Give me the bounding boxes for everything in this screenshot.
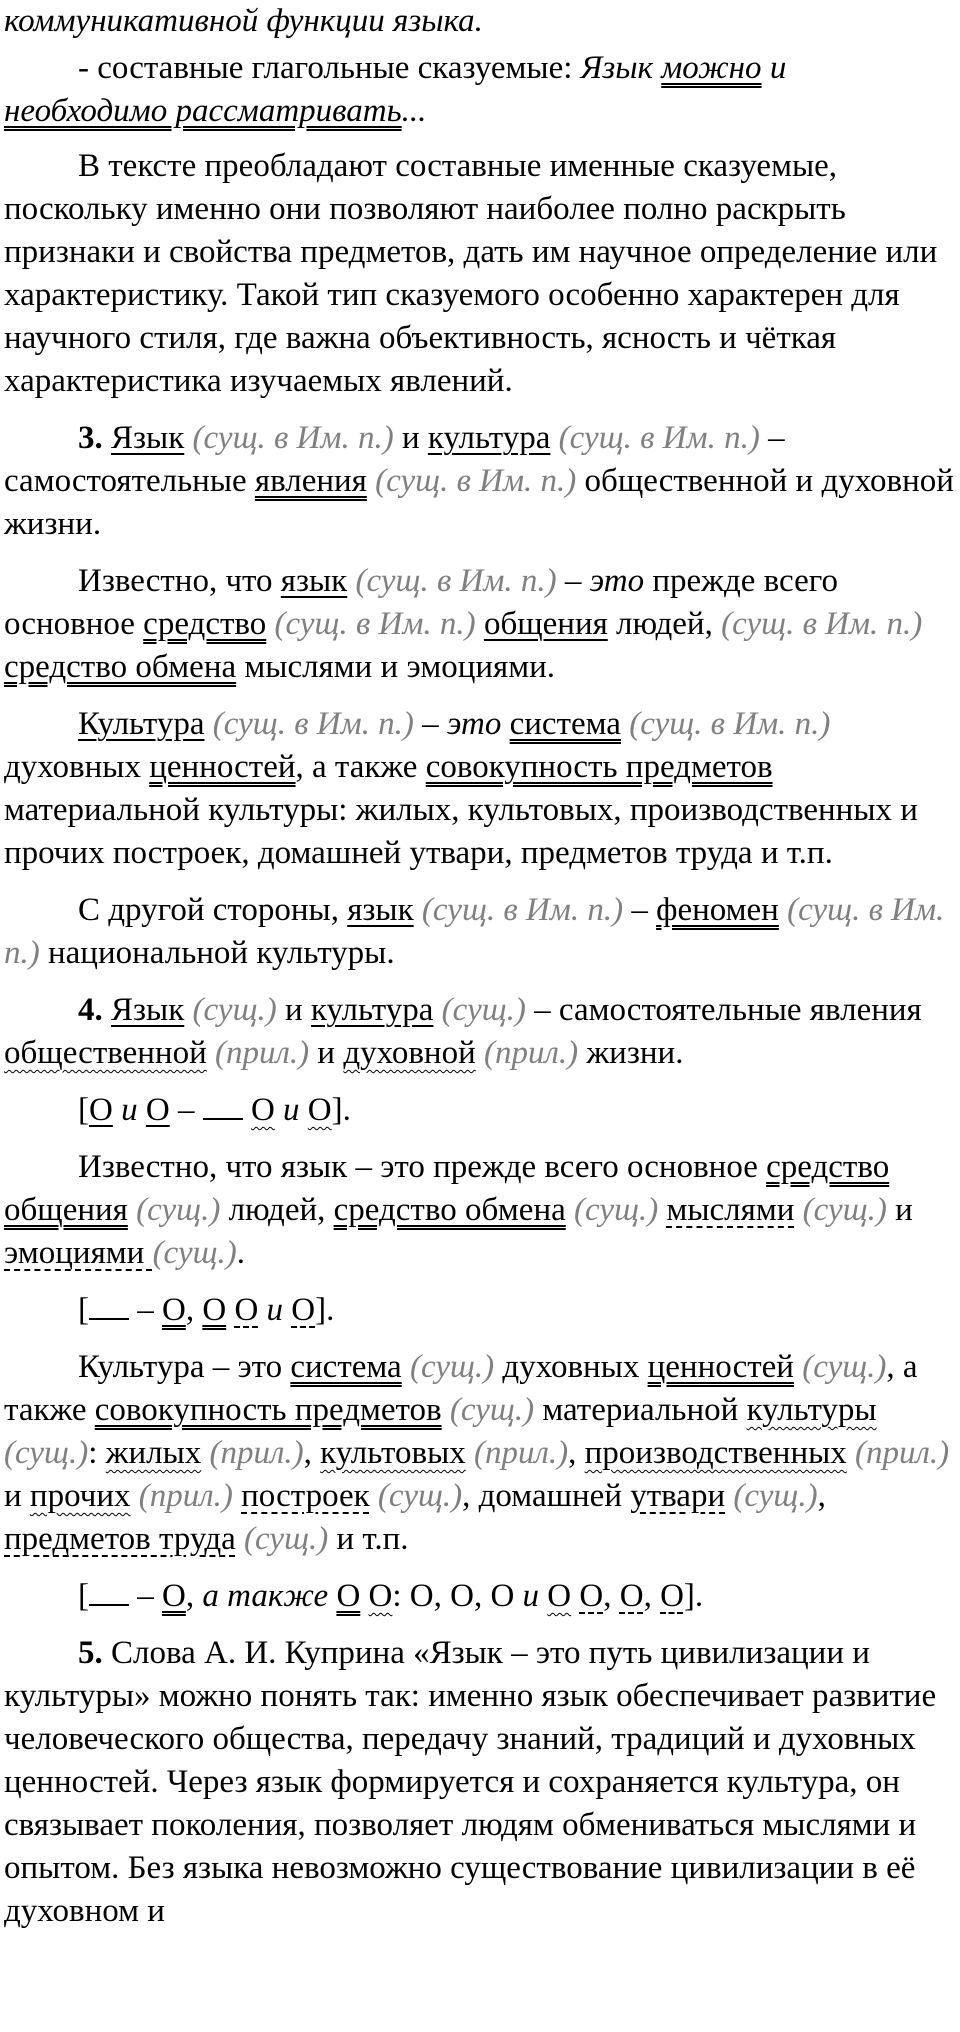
scheme-symbol: О [291,1292,316,1328]
attribute-word: культуры [746,1392,877,1428]
object-word: построек [241,1478,370,1514]
text-fragment: : О, О, О [392,1578,523,1614]
task-4-sentence-1 [4,989,956,1075]
scheme-symbol: О [368,1578,393,1614]
scheme-symbol: О [162,1292,186,1328]
task-3-sentence-4 [4,889,956,975]
predicate-word: средство обмена [4,649,237,685]
task-number: 5. [78,1635,103,1671]
scheme-symbol: О [547,1578,572,1614]
sentence-scheme-2: [ – О, О О и О]. [78,1292,335,1328]
grammar-note: (сущ.) [449,1392,535,1428]
sentence-scheme-3: [ – О, а также О О: О, О, О и О О, О, О]. [78,1578,704,1614]
scheme-symbol: О [202,1292,227,1328]
task-number: 4. [78,992,103,1028]
grammar-note: (прил.) [215,1035,310,1071]
predicate-word: средство общения [4,1149,890,1228]
predicate-word: ценностей [149,749,296,785]
grammar-note: (сущ.) [574,1192,659,1228]
scheme-dash: – [177,1092,195,1128]
predicate-word: явления [254,463,367,499]
scheme-symbol: О [250,1092,275,1128]
text-fragment: , [817,1478,826,1514]
text-fragment: . [236,1235,246,1271]
text-fragment: коммуникативной функции языка. [4,3,483,39]
object-word: общения [483,606,608,642]
scheme-symbol: О [89,1092,113,1128]
text-fragment: материальной [534,1392,747,1428]
text-fragment: и [393,420,428,456]
scheme-symbol: О [145,1092,170,1128]
grammar-note: (сущ. в Им. п.) [721,606,923,642]
predicate-word: феномен [656,892,779,928]
scheme-symbol: О [660,1578,684,1614]
text-fragment: – это [413,706,502,742]
text-fragment: : [88,1435,106,1471]
text-fragment: жизни. [578,1035,684,1071]
sentence-scheme-1: [О и О – О и О]. [78,1092,351,1128]
scheme-symbol: О [619,1578,644,1614]
predicate-word: можно [661,50,762,86]
scheme-blank [89,1292,129,1320]
grammar-note: (сущ. в Им. п.) [558,420,760,456]
subject-word: культура [427,420,551,456]
example-text: и [761,50,787,86]
text-fragment: духовных [4,749,150,785]
subject-word: язык [280,563,348,599]
attribute-word: прочих [29,1478,131,1514]
predicate-word: средство [143,606,267,642]
grammar-note: (сущ. в Им. п.) [4,892,945,971]
scheme-symbol: О [162,1578,186,1614]
grammar-note: (прил.) [209,1435,304,1471]
text-fragment: и [886,1192,913,1228]
scheme-blank [89,1578,129,1606]
grammar-note: (прил.) [138,1478,233,1514]
grammar-note: (сущ.) [802,1192,887,1228]
text-fragment: Культура – это [78,1349,291,1385]
grammar-note: (сущ.) [802,1349,887,1385]
grammar-note: (сущ. в Им. п.) [421,892,624,928]
grammar-note: (сущ. в Им. п.) [212,706,414,742]
predicate-word: совокупность предметов [94,1392,442,1428]
paragraph-verb-predicates [4,47,956,133]
text-fragment [233,1478,241,1514]
predicate-word: необходимо рассматривать [4,93,402,129]
text-fragment: Известно, что язык – это прежде всего основное [78,1149,767,1185]
subject-word: культура [310,992,434,1028]
scheme-symbol: О [579,1578,604,1614]
scheme-symbol: О [336,1578,361,1614]
grammar-note: (прил.) [484,1035,579,1071]
text-fragment [501,706,509,742]
predicate-word: совокупность предметов [425,749,773,785]
subject-word: Культура [78,706,205,742]
scheme-conjunction: а также [202,1578,329,1614]
text-fragment: общественной и духовной жизни. [4,463,954,542]
predicate-word: средство обмена [333,1192,566,1228]
text-fragment: , [568,1435,585,1471]
text-fragment: людей, [607,606,722,642]
grammar-note: (прил.) [474,1435,569,1471]
text-fragment: – [623,892,657,928]
text-fragment: - составные глагольные сказуемые: [78,50,581,86]
text-fragment: Слова А. И. Куприна «Язык – это путь цивилизации и культуры» можно понять так: именно язык обеспечивает развитие человеческого общества, передачу знаний, традиций и духовных ценностей. Через язык формируется и сохраняется культура, он связывает поколения, позволяет людям обмениваться мыслями и опытом. Без языка невозможно существование цивилизации в её духовном и [4,1635,937,1929]
grammar-note: (сущ.) [152,1235,237,1271]
subject-word: Язык [111,992,185,1028]
text-fragment: , [303,1435,321,1471]
text-fragment: и [276,992,311,1028]
grammar-note: (сущ.) [441,992,526,1028]
grammar-note: (сущ.) [192,992,277,1028]
grammar-note: (прил.) [855,1435,950,1471]
attribute-word: духовной [343,1035,476,1071]
object-word: утвари [630,1478,726,1514]
scheme-conjunction: и [283,1092,300,1128]
object-word: эмоциями [4,1235,153,1271]
predicate-word: ценностей [647,1349,794,1385]
subject-word: Язык [111,420,185,456]
grammar-note: (сущ.) [4,1435,89,1471]
text-fragment: национальной культуры. [39,935,395,971]
text-fragment: прежде всего основное [4,563,838,642]
example-text: Язык [580,50,662,86]
attribute-word: производственных [584,1435,847,1471]
text-fragment: Известно, что [78,563,281,599]
task-3-sentence-1 [4,417,956,546]
predicate-word: система [290,1349,402,1385]
text-fragment: , а также [295,749,426,785]
scheme-conjunction: и [121,1092,138,1128]
text-fragment: мыслями и эмоциями. [236,649,555,685]
attribute-word: жилых [105,1435,202,1471]
grammar-note: (сущ. в Им. п.) [274,606,476,642]
grammar-note: (сущ. в Им. п.) [192,420,394,456]
grammar-note: (сущ. в Им. п.) [355,563,557,599]
scheme-dash: – [137,1292,154,1328]
grammar-note: (сущ.) [136,1192,221,1228]
text-fragment: – это [556,563,645,599]
task-5-paragraph [4,1632,956,1933]
scheme-conjunction: и [522,1578,540,1614]
grammar-note: (сущ.) [409,1349,495,1385]
text-fragment: материальной культуры: жилых, культовых, производственных и прочих построек, домашней утвари, предметов труда и т.п. [4,792,918,871]
scheme-symbol: О [234,1292,259,1328]
grammar-note: (сущ.) [377,1478,463,1514]
text-fragment: – самостоятельные явления [525,992,922,1028]
object-word: предметов труда [4,1521,236,1557]
text-fragment: , а также [4,1349,918,1428]
attribute-word: культовых [320,1435,466,1471]
scheme-conjunction: и [266,1292,284,1328]
example-text: ... [401,93,427,129]
object-word: мыслями [666,1192,795,1228]
text-fragment: духовных [494,1349,648,1385]
attribute-word: общественной [4,1035,207,1071]
subject-word: язык [347,892,414,928]
text-fragment: и т.п. [328,1521,409,1557]
text-fragment: людей, [220,1192,334,1228]
paragraph-intro-end [4,0,956,43]
task-3-sentence-3 [4,703,956,875]
task-4-sentence-2 [4,1146,956,1275]
text-fragment: и [4,1478,30,1514]
task-number: 3. [78,420,103,456]
grammar-note: (сущ.) [733,1478,818,1514]
task-4-sentence-3 [4,1346,956,1561]
paragraph-conclusion: В тексте преобладают составные именные сказуемые, поскольку именно они позволяют наиболее полно раскрыть признаки и свойства предметов, дать им научное определение или характеристику. Такой тип сказуемого особенно характерен для научного стиля, где важна объективность, ясность и чёткая характеристика изучаемых явлений. [4,148,938,399]
text-fragment: , домашней [462,1478,631,1514]
text-fragment: С другой стороны, [78,892,348,928]
text-fragment: и [309,1035,344,1071]
scheme-dash: – [137,1578,154,1614]
grammar-note: (сущ. в Им. п.) [629,706,831,742]
grammar-note: (сущ.) [244,1521,329,1557]
task-3-sentence-2 [4,560,956,689]
text-fragment [476,606,484,642]
predicate-word: система [509,706,621,742]
text-fragment: – самостоятельные [4,420,785,499]
scheme-blank [203,1092,243,1120]
grammar-note: (сущ. в Им. п.) [375,463,577,499]
scheme-symbol: О [307,1092,332,1128]
